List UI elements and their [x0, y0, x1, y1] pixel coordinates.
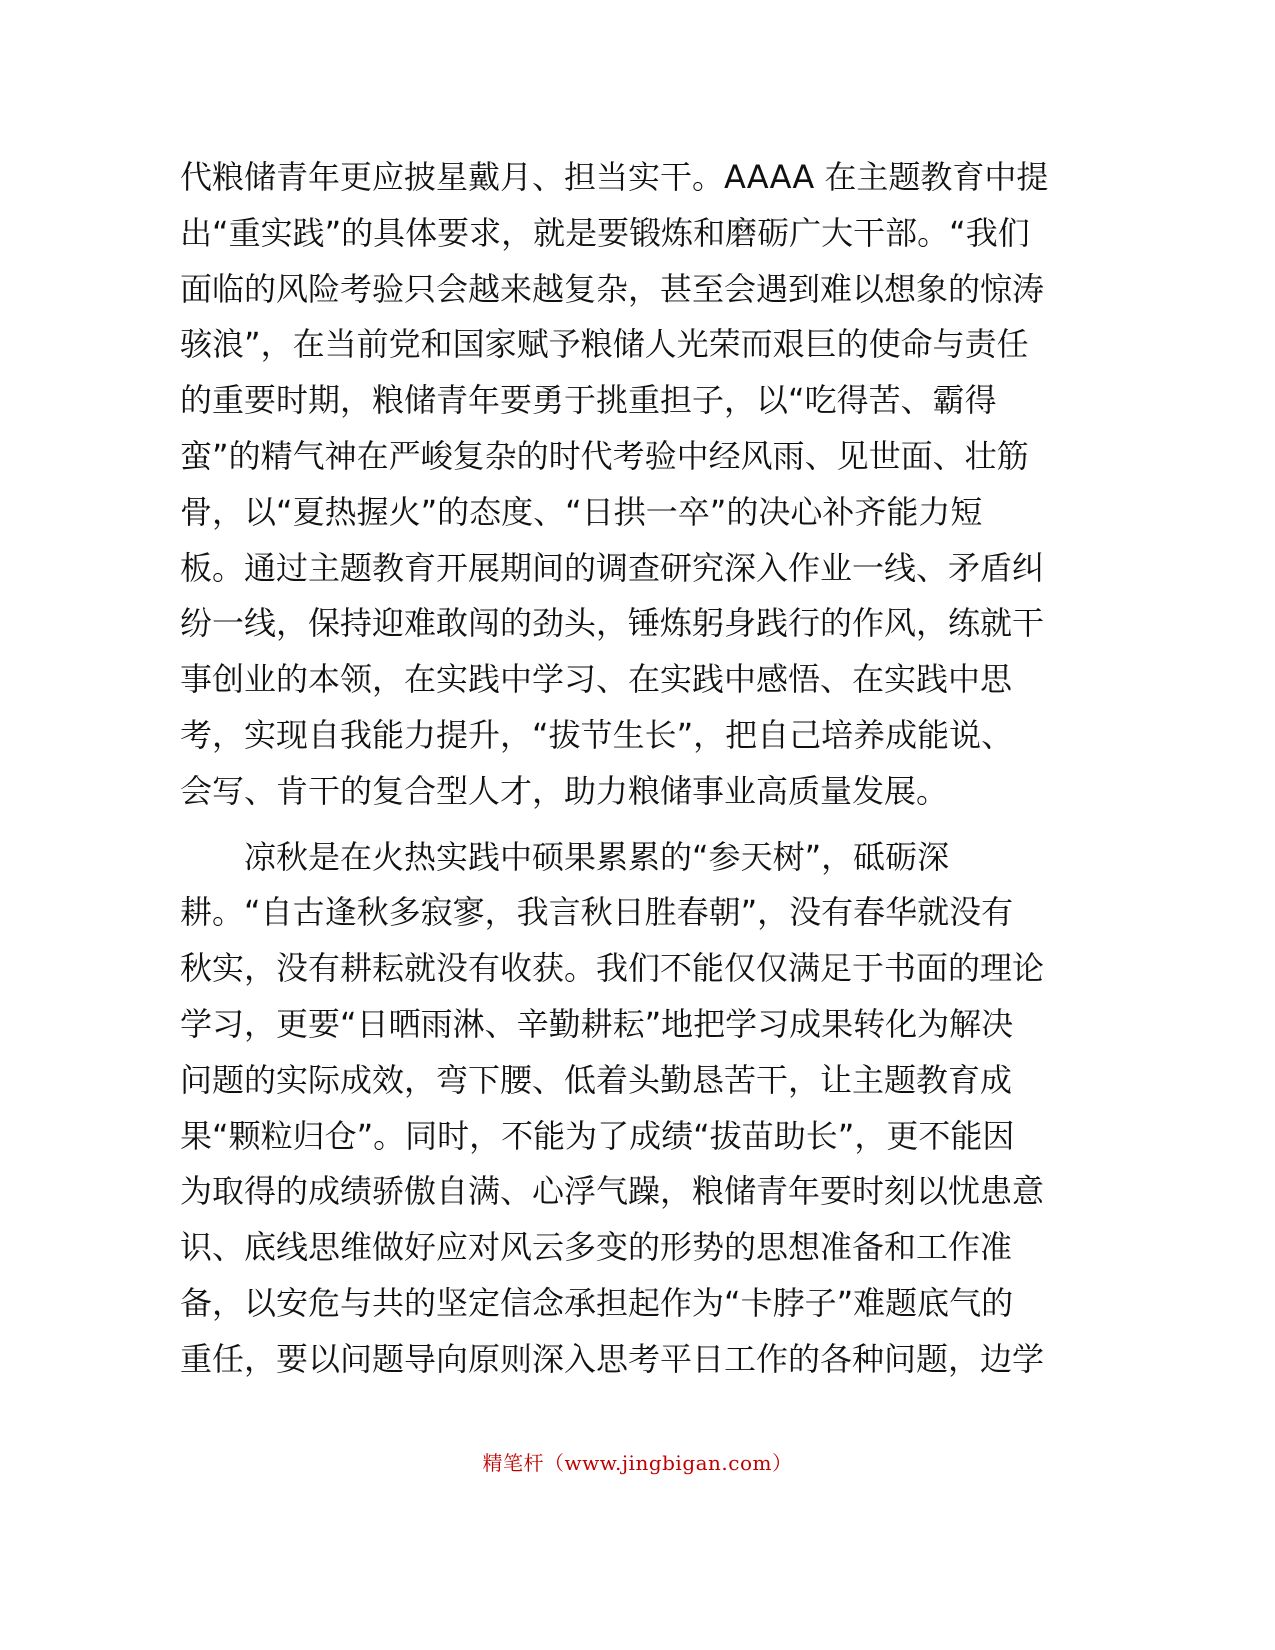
document-body [180, 150, 1049, 1388]
text-line: 果“颗粒归仓”。同时，不能为了成绩“拔苗助长”，更不能因 [180, 1116, 1015, 1155]
text-line: 问题的实际成效，弯下腰、低着头勤恳苦干，让主题教育成 [180, 1060, 1013, 1099]
text-line: 备，以安危与共的坚定信念承担起作为“卡脖子”难题底气的 [180, 1283, 1014, 1322]
text-line: 学习，更要“日晒雨淋、辛勤耕耘”地把学习成果转化为解决 [180, 1004, 1014, 1043]
text-line: 面临的风险考验只会越来越复杂，甚至会遇到难以想象的惊涛 [180, 269, 1045, 308]
text-line: 骇浪”，在当前党和国家赋予粮储人光荣而艰巨的使命与责任 [180, 325, 1029, 364]
text-line: 重任，要以问题导向原则深入思考平日工作的各种问题，边学 [180, 1339, 1045, 1378]
text-line: 纷一线，保持迎难敢闯的劲头，锤炼躬身践行的作风，练就干 [180, 604, 1045, 643]
text-line: 代粮储青年更应披星戴月、担当实干。AAAA 在主题教育中提 [180, 158, 1049, 196]
paragraph-2 [180, 830, 1045, 1388]
text-line: 骨，以“夏热握火”的态度、“日拱一卒”的决心补齐能力短 [180, 492, 983, 531]
text-line: 会写、肯干的复合型人才，助力粮储事业高质量发展。 [180, 771, 949, 810]
footer-watermark: 精笔杆（www.jingbigan.com） [482, 1451, 793, 1475]
text-line: 出“重实践”的具体要求，就是要锻炼和磨砺广大干部。“我们 [180, 213, 1030, 252]
text-line: 板。通过主题教育开展期间的调查研究深入作业一线、矛盾纠 [180, 548, 1045, 587]
text-line: 耕。“自古逢秋多寂寥，我言秋日胜春朝”，没有春华就没有 [180, 893, 1014, 932]
text-line: 事创业的本领，在实践中学习、在实践中感悟、在实践中思 [180, 660, 1013, 699]
text-line: 为取得的成绩骄傲自满、心浮气躁，粮储青年要时刻以忧患意 [180, 1172, 1045, 1211]
paragraph-1 [180, 150, 1049, 820]
paragraph-spacer [180, 820, 1040, 830]
text-line: 识、底线思维做好应对风云多变的形势的思想准备和工作准 [180, 1228, 1013, 1267]
text-line: 蛮”的精气神在严峻复杂的时代考验中经风雨、见世面、壮筋 [180, 436, 1029, 475]
text-line: 考，实现自我能力提升，“拔节生长”，把自己培养成能说、 [180, 715, 1014, 754]
text-line: 秋实，没有耕耘就没有收获。我们不能仅仅满足于书面的理论 [180, 949, 1045, 988]
text-line: 凉秋是在火热实践中硕果累累的“参天树”，砥砺深 [244, 837, 950, 876]
text-line: 的重要时期，粮储青年要勇于挑重担子，以“吃得苦、霸得 [180, 381, 997, 420]
